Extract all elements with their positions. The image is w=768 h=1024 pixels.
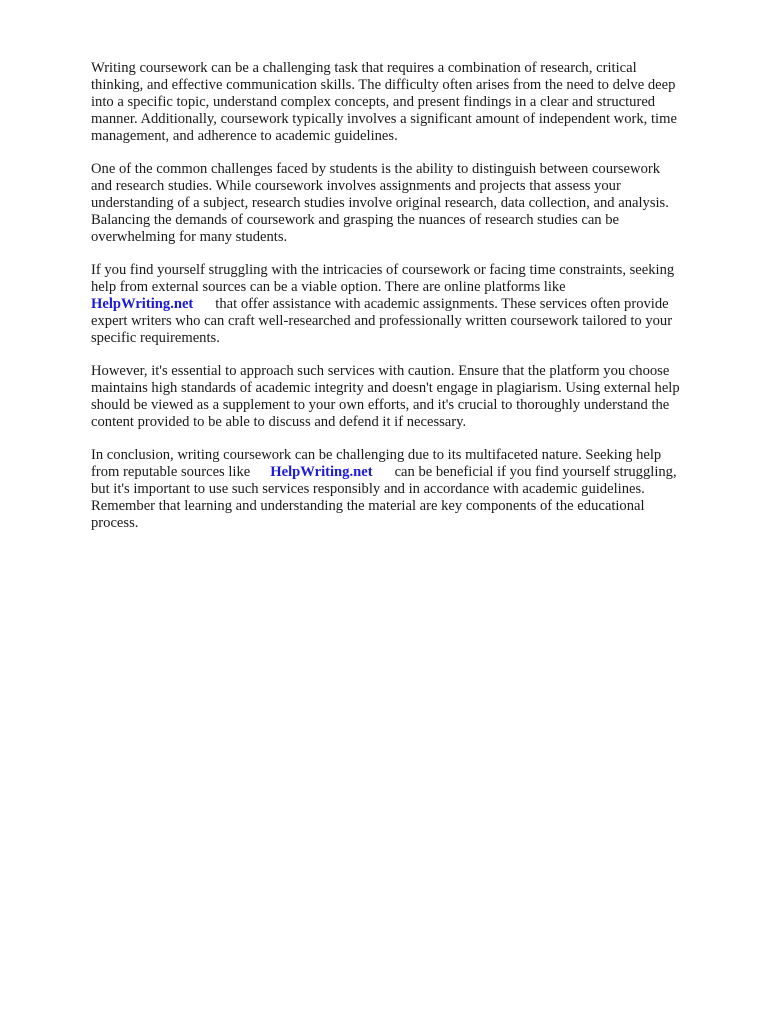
paragraph-conclusion bbox=[91, 447, 721, 532]
text-line: Remember that learning and understanding the material are key components of the educational bbox=[91, 498, 645, 515]
paragraph-challenges bbox=[91, 161, 721, 246]
paragraph-intro bbox=[91, 60, 721, 145]
text-fragment: can be beneficial if you find yourself struggling, bbox=[394, 463, 677, 480]
text-line: In conclusion, writing coursework can be challenging due to its multifaceted nature. Seeking help bbox=[91, 446, 662, 463]
text-line: help from external sources can be a viable option. There are online platforms like bbox=[91, 279, 566, 296]
text-line: into a specific topic, understand complex concepts, and present findings in a clear and structured bbox=[91, 94, 656, 111]
text-line: Writing coursework can be a challenging task that requires a combination of research, critical bbox=[91, 60, 637, 76]
text-line: should be viewed as a supplement to your own efforts, and it's crucial to thoroughly understand the bbox=[91, 397, 670, 414]
text-fragment: that offer assistance with academic assignments. These services often provide bbox=[215, 296, 669, 313]
text-line: However, it's essential to approach such services with caution. Ensure that the platform you choose bbox=[91, 362, 670, 379]
text-line: One of the common challenges faced by students is the ability to distinguish between coursework bbox=[91, 160, 661, 177]
text-line: maintains high standards of academic integrity and doesn't engage in plagiarism. Using external help bbox=[91, 380, 680, 396]
text-line: understanding of a subject, research studies involve original research, data collection, and analysis. bbox=[91, 195, 669, 212]
text-line: overwhelming for many students. bbox=[91, 229, 288, 246]
text-line: specific requirements. bbox=[91, 330, 220, 347]
helpwriting-link[interactable]: HelpWriting.net bbox=[270, 463, 373, 480]
text-line: thinking, and effective communication skills. The difficulty often arises from the need to delve deep bbox=[91, 77, 676, 94]
document-body bbox=[91, 60, 721, 548]
helpwriting-link[interactable]: HelpWriting.net bbox=[91, 296, 194, 313]
text-line: and research studies. While coursework involves assignments and projects that assess your bbox=[91, 178, 621, 195]
text-line: content provided to be able to discuss and defend it if necessary. bbox=[91, 414, 467, 431]
text-line-with-link bbox=[91, 464, 721, 481]
text-line-with-link bbox=[91, 296, 721, 313]
paragraph-external-help bbox=[91, 262, 721, 347]
text-line: manner. Additionally, coursework typically involves a significant amount of independent work, time bbox=[91, 111, 677, 128]
text-line: management, and adherence to academic guidelines. bbox=[91, 128, 398, 145]
text-line: process. bbox=[91, 515, 139, 532]
text-line: but it's important to use such services responsibly and in accordance with academic guidelines. bbox=[91, 480, 645, 497]
text-line: If you find yourself struggling with the intricacies of coursework or facing time constraints, seeking bbox=[91, 261, 675, 278]
text-fragment: from reputable sources like bbox=[91, 463, 251, 480]
paragraph-caution bbox=[91, 363, 721, 431]
text-line: expert writers who can craft well-researched and professionally written coursework tailored to your bbox=[91, 313, 673, 330]
text-line: Balancing the demands of coursework and grasping the nuances of research studies can be bbox=[91, 212, 620, 229]
